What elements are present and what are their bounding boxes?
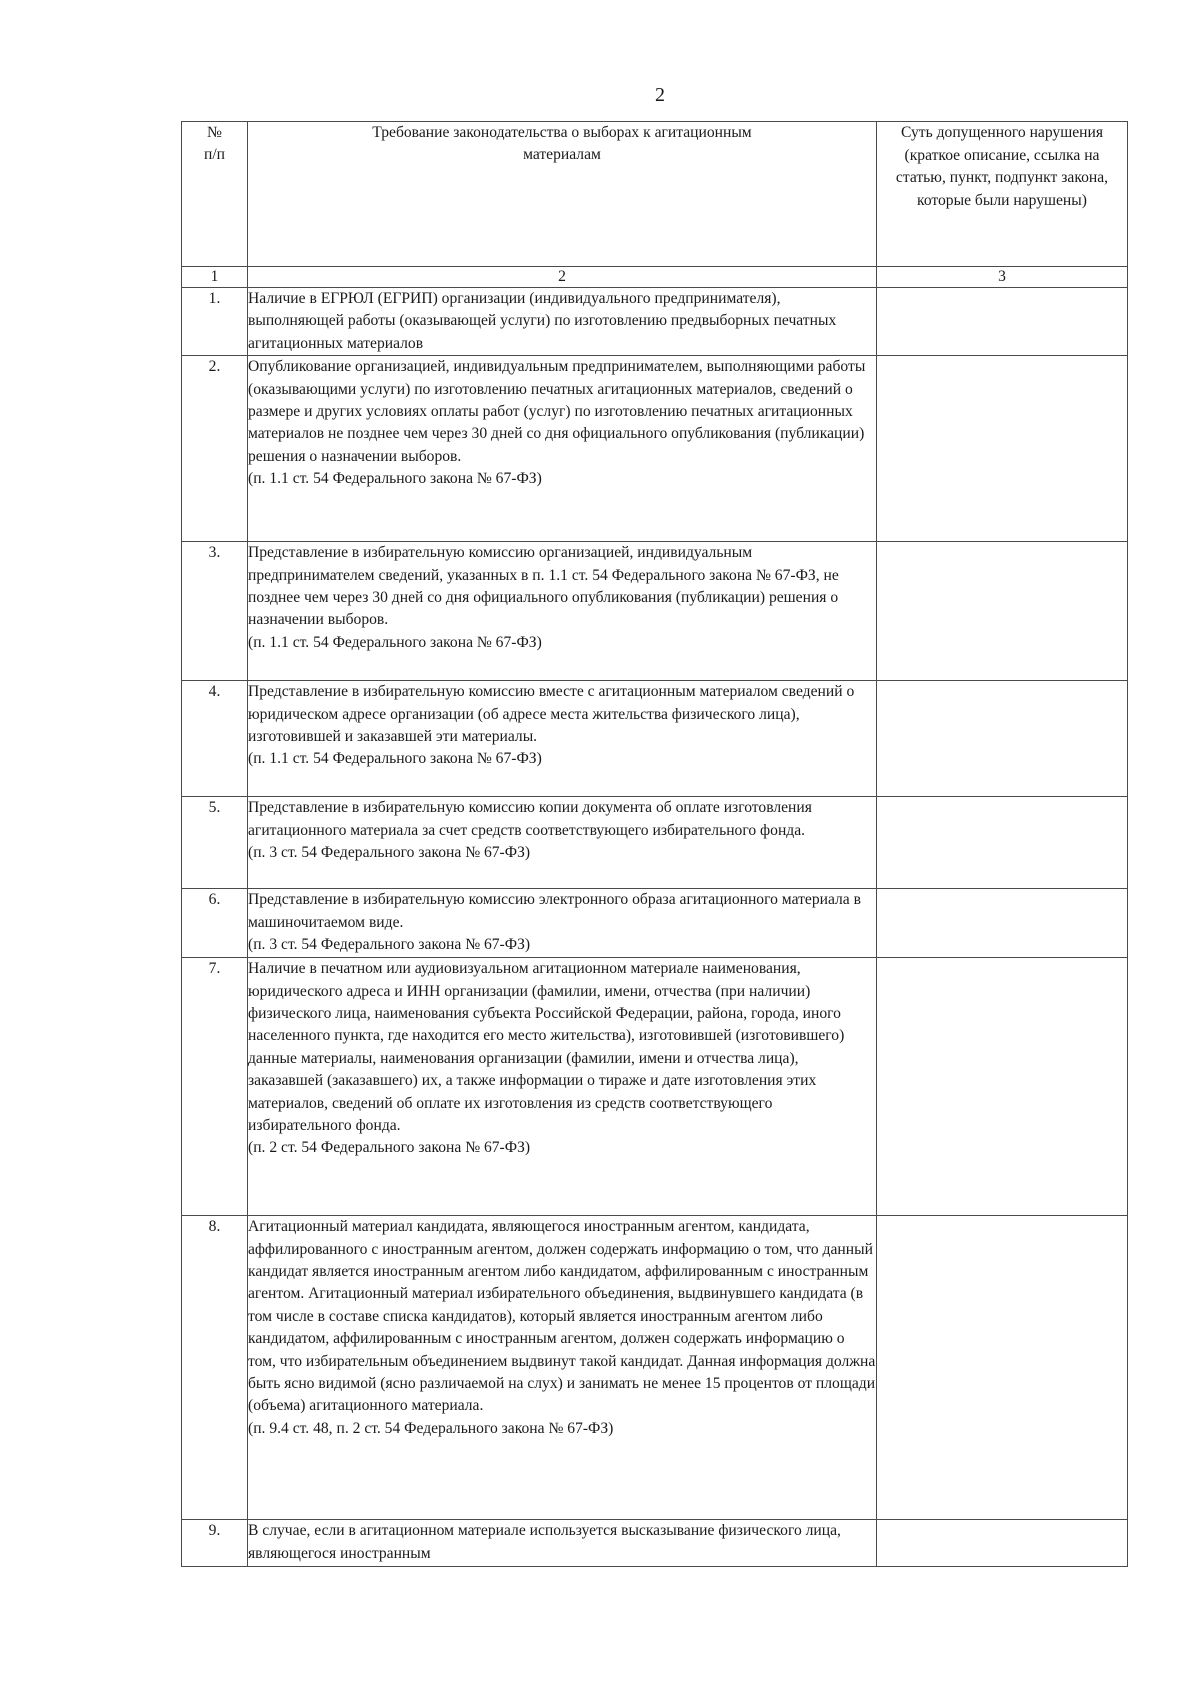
row-requirement: [248, 1216, 877, 1520]
requirement-text: Агитационный материал кандидата, являющегося иностранным агентом, кандидата, аффилированного с иностранным агентом, должен содержать информацию о том, что данный кандидат является иностранным агентом либо кандидатом, аффилированным с иностранным агентом. Агитационный материал избирательного объединения, выдвинувшего кандидата (в том числе в составе списка кандидатов), который является иностранным агентом либо кандидатом, аффилированным с иностранным агентом, должен содержать информацию о том, что избирательным объединением выдвинут такой кандидат. Данная информация должна быть ясно видимой (ясно различаемой на слух) и занимать не менее 15 процентов от площади (объема) агитационного материала.: [248, 1218, 876, 1415]
page-number: 2: [655, 84, 665, 106]
requirements-table: [181, 121, 1128, 1567]
row-requirement: [248, 356, 877, 542]
row-violation-cell: [877, 797, 1128, 889]
row-number: 5.: [182, 797, 248, 889]
row-requirement: [248, 958, 877, 1216]
header-number: [182, 122, 248, 267]
row-number: 3.: [182, 542, 248, 681]
column-number: 1: [182, 267, 248, 288]
row-requirement: [248, 288, 877, 356]
row-number: 8.: [182, 1216, 248, 1520]
requirement-reference: (п. 3 ст. 54 Федерального закона № 67-ФЗ): [248, 936, 531, 954]
row-requirement: [248, 797, 877, 889]
column-numbers-row: [182, 267, 1128, 288]
column-number: 3: [877, 267, 1128, 288]
table-row: [182, 681, 1128, 797]
requirement-reference: (п. 1.1 ст. 54 Федерального закона № 67-ФЗ): [248, 750, 542, 768]
table-header-row: [182, 122, 1128, 267]
table-row: [182, 542, 1128, 681]
table-row: [182, 356, 1128, 542]
table-row: [182, 797, 1128, 889]
table-row: [182, 889, 1128, 958]
requirement-text: Наличие в печатном или аудиовизуальном агитационном материале наименования, юридического адреса и ИНН организации (фамилии, имени, отчества (при наличии) физического лица, наименования субъекта Российской Федерации, района, города, иного населенного пункта, где находится его место жительства), изготовившей (изготовившего) данные материалы, наименования организации (фамилии, имени и отчества лица), заказавшей (заказавшего) их, а также информации о тираже и дате изготовления этих материалов, сведений об оплате их изготовления из средств соответствующего избирательного фонда.: [248, 960, 845, 1135]
requirement-text: Наличие в ЕГРЮЛ (ЕГРИП) организации (индивидуального предпринимателя), выполняющей работы (оказывающей услуги) по изготовлению предвыборных печатных агитационных материалов: [248, 290, 837, 352]
row-violation-cell: [877, 681, 1128, 797]
requirement-reference: (п. 1.1 ст. 54 Федерального закона № 67-ФЗ): [248, 633, 542, 651]
row-violation-cell: [877, 1216, 1128, 1520]
row-number: 2.: [182, 356, 248, 542]
row-violation-cell: [877, 889, 1128, 958]
header-violation-label: Суть допущенного нарушения (краткое описание, ссылка на статью, пункт, подпункт закона, которые были нарушены): [895, 124, 1109, 209]
header-requirement-label: Требование законодательства о выборах к агитационным материалам: [372, 124, 752, 164]
requirement-text: В случае, если в агитационном материале используется высказывание физического лица, являющегося иностранным: [248, 1522, 841, 1562]
header-violation: [877, 122, 1128, 267]
row-requirement: [248, 681, 877, 797]
requirement-reference: (п. 1.1 ст. 54 Федерального закона № 67-ФЗ): [248, 470, 542, 488]
row-violation-cell: [877, 542, 1128, 681]
row-number: 4.: [182, 681, 248, 797]
requirement-text: Представление в избирательную комиссию электронного образа агитационного материала в машиночитаемом виде.: [248, 891, 861, 931]
row-violation-cell: [877, 288, 1128, 356]
table-row: [182, 1216, 1128, 1520]
row-requirement: [248, 889, 877, 958]
requirement-reference: (п. 2 ст. 54 Федерального закона № 67-ФЗ): [248, 1139, 531, 1157]
requirement-text: Представление в избирательную комиссию копии документа об оплате изготовления агитационного материала за счет средств соответствующего избирательного фонда.: [248, 799, 812, 839]
requirement-text: Опубликование организацией, индивидуальным предпринимателем, выполняющими работы (оказывающими услуги) по изготовлению печатных агитационных материалов, сведений о размере и других условиях оплаты работ (услуг) по изготовлению печатных агитационных материалов не позднее чем через 30 дней со дня официального опубликования (публикации) решения о назначении выборов.: [248, 358, 866, 465]
requirement-text: Представление в избирательную комиссию организацией, индивидуальным предпринимателем сведений, указанных в п. 1.1 ст. 54 Федерального закона № 67-ФЗ, не позднее чем через 30 дней со дня официального опубликования (публикации) решения о назначении выборов.: [248, 544, 839, 629]
row-requirement: [248, 542, 877, 681]
row-violation-cell: [877, 356, 1128, 542]
requirement-text: Представление в избирательную комиссию вместе с агитационным материалом сведений о юридическом адресе организации (об адресе места жительства физического лица), изготовившей и заказавшей эти материалы.: [248, 683, 855, 746]
row-number: 6.: [182, 889, 248, 958]
column-number: 2: [248, 267, 877, 288]
table-row: [182, 288, 1128, 356]
header-number-label: № п/п: [203, 124, 226, 164]
row-requirement: [248, 1520, 877, 1567]
row-violation-cell: [877, 1520, 1128, 1567]
row-number: 1.: [182, 288, 248, 356]
row-violation-cell: [877, 958, 1128, 1216]
row-number: 7.: [182, 958, 248, 1216]
header-requirement: [248, 122, 877, 267]
table-row: [182, 958, 1128, 1216]
row-number: 9.: [182, 1520, 248, 1567]
requirement-reference: (п. 9.4 ст. 48, п. 2 ст. 54 Федерального закона № 67-ФЗ): [248, 1419, 614, 1437]
requirement-reference: (п. 3 ст. 54 Федерального закона № 67-ФЗ): [248, 844, 531, 862]
table-row: [182, 1520, 1128, 1567]
